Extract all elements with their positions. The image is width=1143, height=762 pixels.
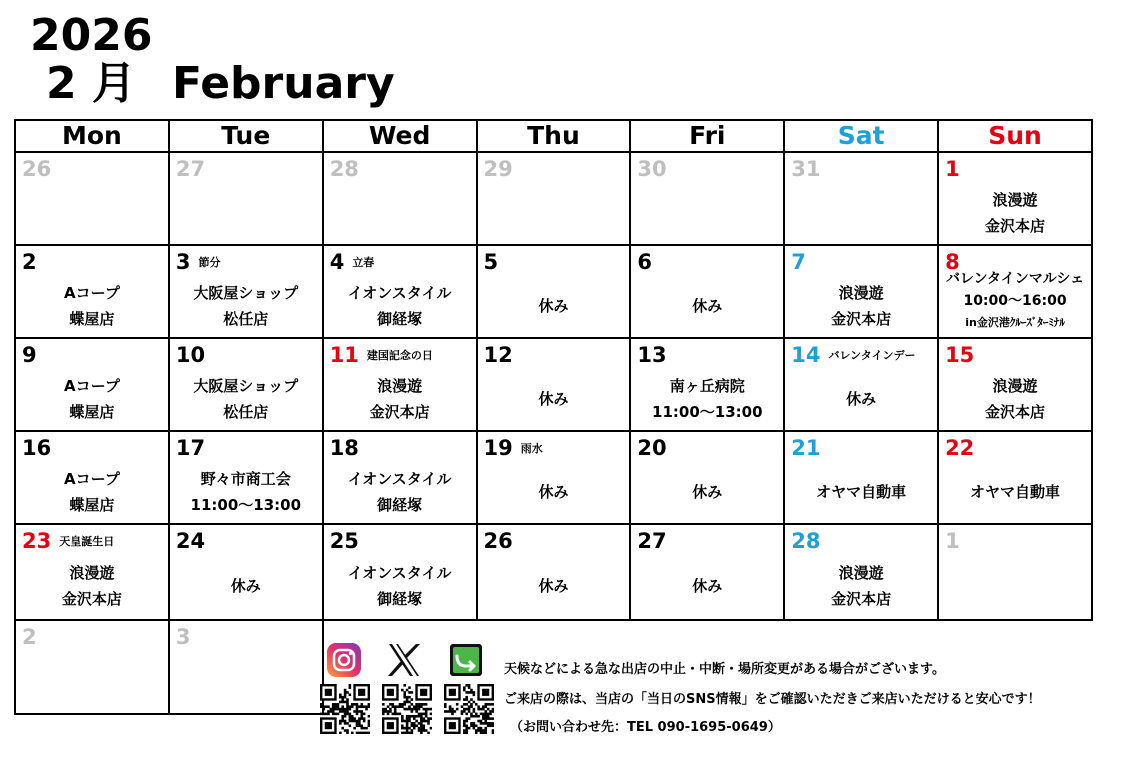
event-line: 休み — [230, 577, 261, 595]
event-line: Aコープ — [63, 283, 120, 302]
day-header — [791, 343, 915, 367]
day-cell-wed — [323, 524, 477, 620]
day-cell-wed — [323, 338, 477, 431]
event-info — [939, 373, 1091, 424]
weekday-wed: Wed — [323, 120, 477, 152]
event-line: イオンスタイル — [347, 283, 452, 302]
day-header — [330, 529, 359, 553]
event-info — [324, 466, 476, 517]
event-line: 浪漫遊 — [69, 564, 115, 582]
holiday-note: 節分 — [198, 256, 221, 269]
event-line: 休み — [692, 296, 723, 315]
day-number: 1 — [945, 157, 960, 181]
event-line: 浪漫遊 — [992, 190, 1038, 209]
day-number: 6 — [637, 250, 652, 274]
event-line: 11:00～13:00 — [190, 495, 302, 514]
day-cell-sat — [784, 524, 938, 620]
weekday-tue: Tue — [169, 120, 323, 152]
day-number: 13 — [637, 343, 667, 367]
weekday-sat: Sat — [784, 120, 938, 152]
day-number: 24 — [175, 529, 206, 553]
day-number: 18 — [329, 436, 359, 460]
day-cell-fri — [630, 338, 784, 431]
day-header — [637, 157, 666, 181]
day-header — [484, 436, 543, 460]
event-line: 蝶屋店 — [69, 495, 115, 514]
day-number: 5 — [483, 250, 499, 274]
day-header — [791, 436, 820, 460]
event-line: オヤマ自動車 — [970, 482, 1061, 501]
event-info — [631, 280, 783, 331]
event-line: 休み — [538, 577, 569, 595]
notice-line-2: ご来店の際は、当店の「当日のSNS情報」をご確認いただきご来店いただけると安心です！ — [504, 692, 1041, 707]
event-line: 休み — [846, 389, 877, 408]
day-header — [22, 157, 51, 181]
day-number: 4 — [329, 250, 345, 274]
day-cell-thu — [477, 338, 631, 431]
event-line: 金沢本店 — [831, 309, 892, 328]
event-line: 休み — [538, 389, 569, 408]
day-number: 9 — [22, 343, 37, 367]
month-jp: 2 月 — [46, 58, 136, 109]
event-line: 11:00～13:00 — [652, 402, 763, 421]
event-line: 御経塚 — [377, 495, 423, 514]
week-row — [15, 245, 1092, 338]
day-number: 27 — [175, 157, 206, 181]
holiday-note: 天皇誕生日 — [59, 535, 115, 548]
day-header — [22, 436, 51, 460]
event-line: 休み — [692, 482, 723, 501]
day-header — [945, 529, 960, 553]
day-header — [637, 343, 666, 367]
event-line: Aコープ — [63, 469, 120, 488]
event-info — [785, 280, 937, 331]
day-header — [484, 157, 513, 181]
event-line: 休み — [538, 482, 569, 501]
event-info — [324, 280, 476, 331]
day-cell-sun — [938, 431, 1092, 524]
event-line: 浪漫遊 — [838, 564, 884, 582]
day-cell-sat — [784, 152, 938, 245]
day-number: 2 — [22, 250, 37, 274]
day-number: 30 — [637, 157, 667, 181]
event-line: 大阪屋ショップ — [193, 283, 299, 302]
day-header — [176, 529, 205, 553]
event-info — [478, 280, 630, 331]
day-cell-wed — [323, 245, 477, 338]
day-cell-sat — [784, 245, 938, 338]
event-line: 金沢本店 — [369, 402, 430, 421]
day-cell-sat — [784, 431, 938, 524]
event-line: 10:00～16:00 — [963, 292, 1067, 309]
week-row — [15, 431, 1092, 524]
day-header — [22, 625, 37, 649]
event-line: バレンタインマルシェ — [945, 270, 1085, 287]
day-header — [945, 436, 974, 460]
day-number: 21 — [791, 436, 821, 460]
event-line: 金沢本店 — [831, 590, 892, 608]
day-number: 27 — [637, 529, 667, 553]
event-info — [785, 466, 937, 517]
qr-code-line — [444, 684, 494, 734]
day-cell-mon — [15, 524, 169, 620]
day-cell-wed — [323, 431, 477, 524]
event-info — [939, 187, 1091, 238]
day-header — [176, 250, 221, 274]
day-cell-thu — [477, 524, 631, 620]
day-cell-mon — [15, 245, 169, 338]
event-info — [631, 559, 783, 613]
event-line: in金沢港ｸﾙｰｽﾞﾀｰﾐﾅﾙ — [965, 315, 1065, 329]
month-calendar — [14, 119, 1093, 715]
day-number: 23 — [22, 529, 52, 553]
day-number: 14 — [791, 343, 821, 367]
day-number: 25 — [329, 529, 359, 553]
event-info — [939, 466, 1091, 517]
week-row — [15, 338, 1092, 431]
event-info — [631, 466, 783, 517]
day-cell-sun — [938, 152, 1092, 245]
day-header — [22, 343, 37, 367]
day-number: 11 — [329, 343, 359, 367]
day-header — [791, 529, 820, 553]
day-number: 31 — [791, 157, 821, 181]
day-cell-trailing — [15, 620, 169, 714]
event-info — [170, 466, 322, 517]
event-info — [16, 466, 168, 517]
event-info — [478, 373, 630, 424]
holiday-note: バレンタインデー — [828, 349, 916, 362]
event-info — [170, 373, 322, 424]
day-header — [791, 250, 806, 274]
event-line: 金沢本店 — [985, 216, 1046, 235]
event-info — [324, 373, 476, 424]
day-number: 28 — [791, 529, 821, 553]
day-number: 10 — [175, 343, 206, 367]
day-number: 15 — [945, 343, 975, 367]
day-cell-sun — [938, 245, 1092, 338]
day-cell-fri — [630, 431, 784, 524]
day-number: 2 — [22, 625, 37, 649]
day-header — [484, 529, 513, 553]
day-cell-sun — [938, 338, 1092, 431]
line-icon — [448, 642, 484, 678]
day-cell-mon — [15, 152, 169, 245]
calendar-year: 2026 — [30, 10, 153, 61]
day-header — [484, 343, 513, 367]
day-cell-mon — [15, 431, 169, 524]
calendar-month-title — [46, 58, 395, 110]
x-icon — [386, 642, 422, 678]
day-number: 16 — [22, 436, 52, 460]
day-header — [945, 343, 974, 367]
event-line: 休み — [538, 296, 569, 315]
day-number: 1 — [945, 529, 960, 553]
event-info — [939, 270, 1091, 331]
instagram-icon — [326, 642, 362, 678]
day-cell-wed — [323, 152, 477, 245]
event-line: 野々市商工会 — [200, 469, 291, 488]
month-en: February — [171, 58, 395, 109]
day-number: 12 — [483, 343, 513, 367]
day-header — [330, 343, 433, 367]
event-info — [170, 559, 322, 613]
event-info — [16, 559, 168, 613]
day-cell-sun — [938, 524, 1092, 620]
day-header — [637, 436, 666, 460]
day-header — [22, 529, 114, 553]
event-line: イオンスタイル — [347, 564, 452, 582]
event-line: 休み — [692, 577, 723, 595]
day-cell-tue — [169, 431, 323, 524]
day-number: 3 — [175, 250, 191, 274]
event-line: 松任店 — [223, 309, 269, 328]
event-line: 蝶屋店 — [69, 402, 115, 421]
day-number: 20 — [637, 436, 667, 460]
event-info — [478, 466, 630, 517]
day-cell-tue — [169, 152, 323, 245]
day-header — [176, 436, 205, 460]
event-info — [324, 559, 476, 613]
day-header — [637, 529, 666, 553]
event-info — [16, 373, 168, 424]
event-line: 金沢本店 — [985, 402, 1046, 421]
day-number: 8 — [945, 250, 960, 274]
day-cell-thu — [477, 152, 631, 245]
event-line: 蝶屋店 — [69, 309, 115, 328]
day-header — [330, 436, 359, 460]
notice-line-1: 天候などによる急な出店の中止・中断・場所変更がある場合がございます。 — [504, 662, 945, 677]
event-info — [16, 280, 168, 331]
day-number: 7 — [791, 250, 806, 274]
event-line: 御経塚 — [377, 309, 423, 328]
weekday-mon: Mon — [15, 120, 169, 152]
event-line: 南ヶ丘病院 — [669, 376, 745, 395]
day-number: 29 — [483, 157, 513, 181]
day-header — [330, 157, 359, 181]
event-line: 松任店 — [223, 402, 269, 421]
day-number: 22 — [945, 436, 975, 460]
weekday-sun: Sun — [938, 120, 1092, 152]
day-number: 28 — [329, 157, 359, 181]
day-header — [22, 250, 37, 274]
weekday-fri: Fri — [630, 120, 784, 152]
day-cell-thu — [477, 245, 631, 338]
week-row — [15, 152, 1092, 245]
day-cell-tue — [169, 524, 323, 620]
event-line: 浪漫遊 — [838, 283, 884, 302]
day-cell-fri — [630, 152, 784, 245]
day-cell-fri — [630, 524, 784, 620]
day-number: 26 — [483, 529, 513, 553]
contact-line: （お問い合わせ先：TEL 090-1695-0649） — [510, 720, 781, 735]
day-header — [945, 157, 960, 181]
weekday-header-row — [15, 120, 1092, 152]
day-header — [791, 157, 820, 181]
event-line: 金沢本店 — [61, 590, 122, 608]
day-header — [330, 250, 375, 274]
day-cell-tue — [169, 338, 323, 431]
day-header — [637, 250, 652, 274]
event-info — [785, 373, 937, 424]
day-number: 17 — [175, 436, 206, 460]
holiday-note: 雨水 — [520, 442, 543, 455]
notice-area — [320, 636, 1100, 740]
day-header — [176, 343, 205, 367]
day-cell-fri — [630, 245, 784, 338]
day-number: 3 — [175, 625, 191, 649]
day-number: 26 — [22, 157, 52, 181]
day-cell-trailing — [169, 620, 323, 714]
day-cell-tue — [169, 245, 323, 338]
day-cell-sat — [784, 338, 938, 431]
event-line: イオンスタイル — [347, 469, 452, 488]
weekday-thu: Thu — [477, 120, 631, 152]
event-info — [785, 559, 937, 613]
day-header — [176, 157, 205, 181]
day-header — [484, 250, 499, 274]
event-line: Aコープ — [63, 376, 120, 395]
event-line: 大阪屋ショップ — [193, 376, 299, 395]
event-line: オヤマ自動車 — [816, 482, 907, 501]
holiday-note: 建国記念の日 — [366, 349, 433, 362]
event-line: 御経塚 — [377, 590, 423, 608]
event-line: 浪漫遊 — [377, 376, 423, 395]
qr-code-x — [382, 684, 432, 734]
day-header — [176, 625, 191, 649]
day-cell-thu — [477, 431, 631, 524]
event-info — [478, 559, 630, 613]
event-info — [170, 280, 322, 331]
day-cell-mon — [15, 338, 169, 431]
day-number: 19 — [483, 436, 513, 460]
event-info — [631, 373, 783, 424]
week-row — [15, 524, 1092, 620]
qr-code-instagram — [320, 684, 370, 734]
event-line: 浪漫遊 — [992, 376, 1038, 395]
holiday-note: 立春 — [352, 256, 375, 269]
